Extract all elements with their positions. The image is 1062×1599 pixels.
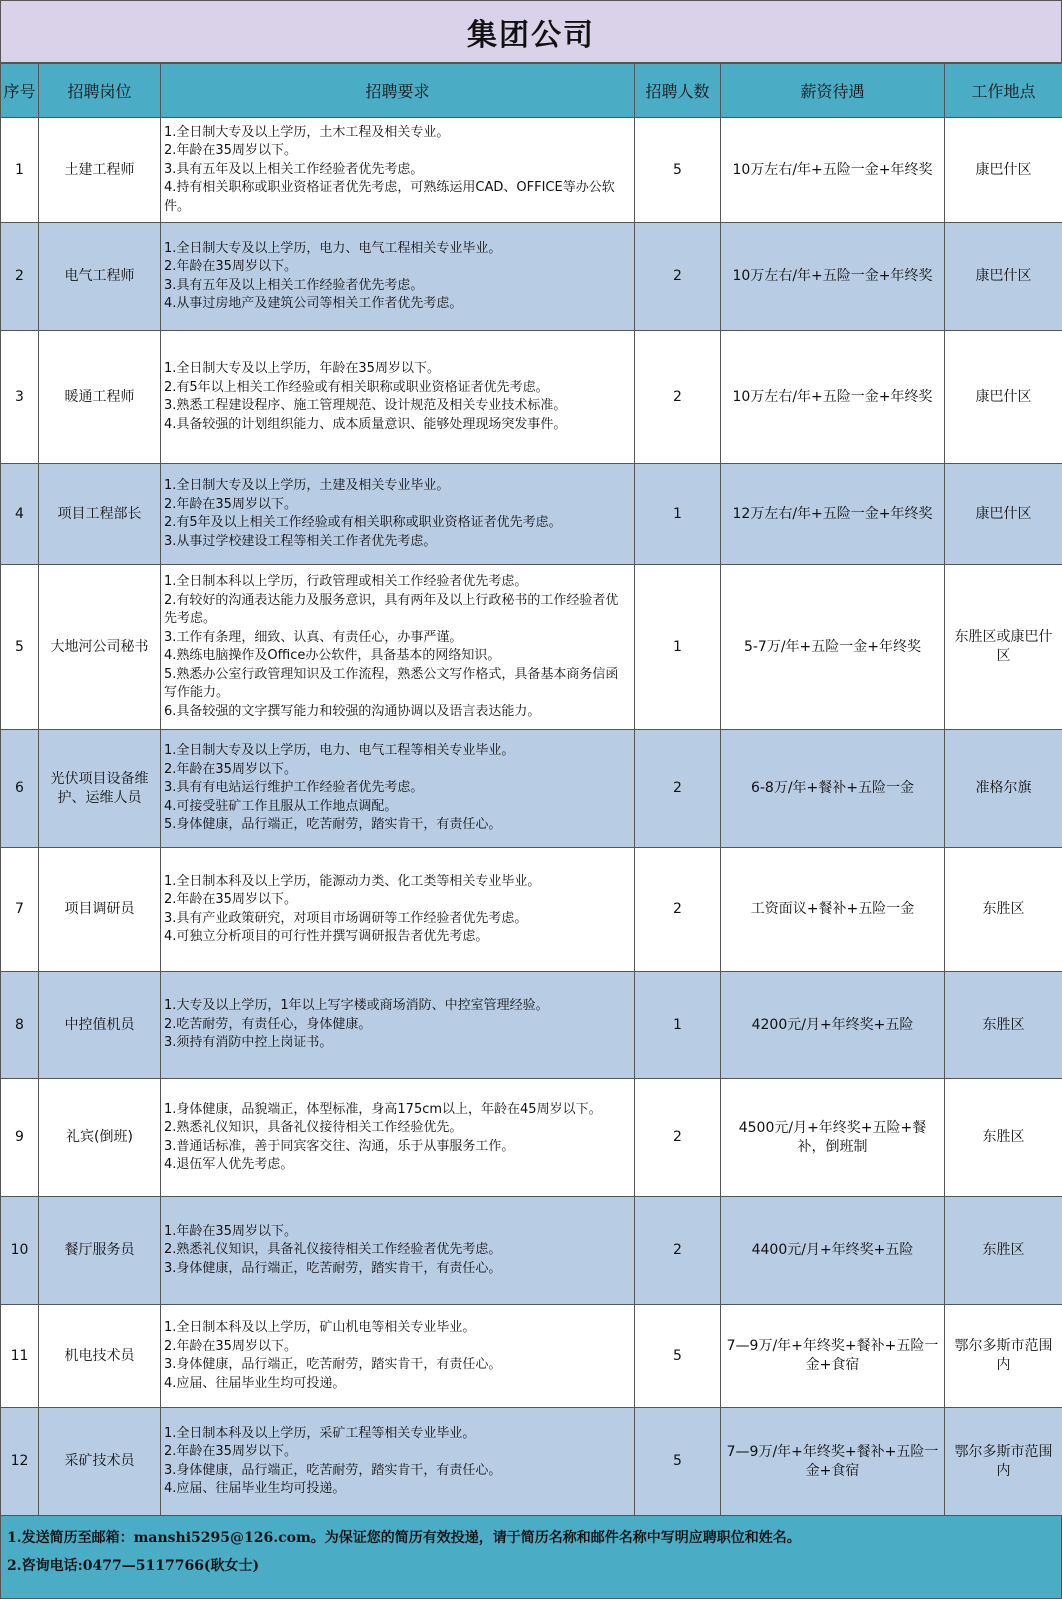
requirement-line: 3.身体健康，品行端正，吃苦耐劳，踏实肯干，有责任心。 <box>164 1260 631 1279</box>
requirement-line: 1.全日制大专及以上学历，电力、电气工程相关专业毕业。 <box>164 240 631 259</box>
requirement-line: 6.具备较强的文字撰写能力和较强的沟通协调以及语言表达能力。 <box>164 703 631 722</box>
requirement-line: 1.全日制本科及以上学历，采矿工程等相关专业毕业。 <box>164 1425 631 1444</box>
cell-position: 电气工程师 <box>39 223 161 331</box>
cell-position: 光伏项目设备维护、运维人员 <box>39 730 161 848</box>
table-row <box>1 972 1062 1079</box>
cell-requirements <box>161 464 635 565</box>
header-no: 序号 <box>1 64 39 118</box>
requirement-line: 3.具有有电站运行维护工作经验者优先考虑。 <box>164 779 631 798</box>
cell-no: 2 <box>1 223 39 331</box>
cell-no: 3 <box>1 331 39 464</box>
cell-salary: 10万左右/年+五险一金+年终奖 <box>721 118 945 223</box>
requirement-line: 2.年龄在35周岁以下。 <box>164 496 631 515</box>
footer-line-phone: 2.咨询电话:0477—5117766(耿女士) <box>7 1552 1055 1580</box>
cell-no: 8 <box>1 972 39 1079</box>
requirement-line: 1.全日制大专及以上学历，土木工程及相关专业。 <box>164 124 631 143</box>
table-row <box>1 464 1062 565</box>
cell-count: 1 <box>635 464 721 565</box>
cell-salary: 10万左右/年+五险一金+年终奖 <box>721 331 945 464</box>
requirement-line: 3.身体健康，品行端正，吃苦耐劳，踏实肯干，有责任心。 <box>164 1462 631 1481</box>
cell-location: 东胜区 <box>945 848 1062 972</box>
requirement-line: 3.熟悉工程建设程序、施工管理规范、设计规范及相关专业技术标准。 <box>164 397 631 416</box>
cell-count: 2 <box>635 1079 721 1197</box>
cell-location: 康巴什区 <box>945 223 1062 331</box>
requirement-line: 2.熟悉礼仪知识，具备礼仪接待相关工作经验优先。 <box>164 1119 631 1138</box>
requirement-line: 1.身体健康，品貌端正，体型标准，身高175cm以上，年龄在45周岁以下。 <box>164 1101 631 1120</box>
table-body <box>1 118 1062 1516</box>
cell-requirements <box>161 118 635 223</box>
requirement-line: 3.具有五年及以上相关工作经验者优先考虑。 <box>164 277 631 296</box>
header-position: 招聘岗位 <box>39 64 161 118</box>
requirement-line: 1.全日制大专及以上学历，年龄在35周岁以下。 <box>164 360 631 379</box>
requirement-line: 2.熟悉礼仪知识，具备礼仪接待相关工作经验者优先考虑。 <box>164 1241 631 1260</box>
cell-position: 项目工程部长 <box>39 464 161 565</box>
cell-location: 东胜区 <box>945 1197 1062 1305</box>
requirement-line: 2.年龄在35周岁以下。 <box>164 761 631 780</box>
cell-position: 中控值机员 <box>39 972 161 1079</box>
cell-position: 餐厅服务员 <box>39 1197 161 1305</box>
cell-position: 机电技术员 <box>39 1305 161 1408</box>
cell-salary: 4200元/月+年终奖+五险 <box>721 972 945 1079</box>
cell-count: 2 <box>635 730 721 848</box>
cell-requirements <box>161 1079 635 1197</box>
cell-salary: 工资面议+餐补+五险一金 <box>721 848 945 972</box>
requirement-line: 2.有5年及以上相关工作经验或有相关职称或职业资格证者优先考虑。 <box>164 514 631 533</box>
cell-count: 5 <box>635 1408 721 1516</box>
table-row <box>1 565 1062 730</box>
requirement-line: 2.年龄在35周岁以下。 <box>164 891 631 910</box>
table-row <box>1 1079 1062 1197</box>
table-row <box>1 1305 1062 1408</box>
cell-no: 10 <box>1 1197 39 1305</box>
requirement-line: 3.须持有消防中控上岗证书。 <box>164 1034 631 1053</box>
cell-salary: 4400元/月+年终奖+五险 <box>721 1197 945 1305</box>
requirement-line: 3.身体健康，品行端正，吃苦耐劳，踏实肯干，有责任心。 <box>164 1356 631 1375</box>
cell-no: 9 <box>1 1079 39 1197</box>
requirement-line: 5.熟悉办公室行政管理知识及工作流程，熟悉公文写作格式，具备基本商务信函写作能力。 <box>164 666 631 703</box>
cell-location: 鄂尔多斯市范围内 <box>945 1408 1062 1516</box>
cell-no: 12 <box>1 1408 39 1516</box>
requirement-line: 2.年龄在35周岁以下。 <box>164 142 631 161</box>
table-row <box>1 1197 1062 1305</box>
cell-salary: 7—9万/年+年终奖+餐补+五险一金+食宿 <box>721 1305 945 1408</box>
requirement-line: 3.工作有条理，细致、认真、有责任心，办事严谨。 <box>164 629 631 648</box>
cell-no: 11 <box>1 1305 39 1408</box>
cell-requirements <box>161 1197 635 1305</box>
requirement-line: 2.年龄在35周岁以下。 <box>164 1443 631 1462</box>
page-title: 集团公司 <box>0 0 1062 63</box>
requirement-line: 1.大专及以上学历，1年以上写字楼或商场消防、中控室管理经验。 <box>164 997 631 1016</box>
cell-count: 1 <box>635 972 721 1079</box>
cell-location: 准格尔旗 <box>945 730 1062 848</box>
cell-count: 2 <box>635 331 721 464</box>
requirement-line: 4.具备较强的计划组织能力、成本质量意识、能够处理现场突发事件。 <box>164 416 631 435</box>
requirement-line: 4.可接受驻矿工作且服从工作地点调配。 <box>164 798 631 817</box>
cell-requirements <box>161 565 635 730</box>
cell-count: 2 <box>635 1197 721 1305</box>
cell-position: 采矿技术员 <box>39 1408 161 1516</box>
requirement-line: 2.吃苦耐劳，有责任心，身体健康。 <box>164 1016 631 1035</box>
cell-count: 5 <box>635 1305 721 1408</box>
requirement-line: 4.可独立分析项目的可行性并撰写调研报告者优先考虑。 <box>164 928 631 947</box>
cell-salary: 12万左右/年+五险一金+年终奖 <box>721 464 945 565</box>
requirement-line: 1.年龄在35周岁以下。 <box>164 1223 631 1242</box>
cell-no: 7 <box>1 848 39 972</box>
requirement-line: 5.身体健康，品行端正，吃苦耐劳，踏实肯干，有责任心。 <box>164 816 631 835</box>
cell-position: 暖通工程师 <box>39 331 161 464</box>
cell-salary: 10万左右/年+五险一金+年终奖 <box>721 223 945 331</box>
cell-requirements <box>161 1408 635 1516</box>
table-header-row <box>1 64 1062 118</box>
cell-salary: 5-7万/年+五险一金+年终奖 <box>721 565 945 730</box>
cell-requirements <box>161 331 635 464</box>
cell-position: 土建工程师 <box>39 118 161 223</box>
cell-no: 5 <box>1 565 39 730</box>
cell-salary: 7—9万/年+年终奖+餐补+五险一金+食宿 <box>721 1408 945 1516</box>
header-salary: 薪资待遇 <box>721 64 945 118</box>
requirement-line: 3.具有五年及以上相关工作经验者优先考虑。 <box>164 161 631 180</box>
cell-location: 东胜区 <box>945 1079 1062 1197</box>
table-row <box>1 331 1062 464</box>
header-location: 工作地点 <box>945 64 1062 118</box>
requirement-line: 2.年龄在35周岁以下。 <box>164 258 631 277</box>
cell-salary: 4500元/月+年终奖+五险+餐补，倒班制 <box>721 1079 945 1197</box>
cell-requirements <box>161 223 635 331</box>
cell-count: 1 <box>635 565 721 730</box>
cell-count: 2 <box>635 223 721 331</box>
requirement-line: 3.具有产业政策研究，对项目市场调研等工作经验者优先考虑。 <box>164 910 631 929</box>
table-row <box>1 730 1062 848</box>
cell-position: 礼宾(倒班) <box>39 1079 161 1197</box>
header-requirements: 招聘要求 <box>161 64 635 118</box>
cell-location: 康巴什区 <box>945 331 1062 464</box>
table-row <box>1 223 1062 331</box>
requirement-line: 4.退伍军人优先考虑。 <box>164 1156 631 1175</box>
requirement-line: 3.从事过学校建设工程等相关工作者优先考虑。 <box>164 533 631 552</box>
requirement-line: 4.熟练电脑操作及Office办公软件，具备基本的网络知识。 <box>164 647 631 666</box>
footer-notes <box>0 1516 1062 1599</box>
requirement-line: 4.持有相关职称或职业资格证者优先考虑，可熟练运用CAD、OFFICE等办公软件。 <box>164 179 631 216</box>
cell-location: 东胜区或康巴什区 <box>945 565 1062 730</box>
requirement-line: 2.年龄在35周岁以下。 <box>164 1338 631 1357</box>
cell-location: 康巴什区 <box>945 118 1062 223</box>
table-row <box>1 1408 1062 1516</box>
cell-no: 4 <box>1 464 39 565</box>
footer-line-email: 1.发送简历至邮箱：manshi5295@126.com。为保证您的简历有效投递，请于简历名称和邮件名称中写明应聘职位和姓名。 <box>7 1524 1055 1552</box>
cell-salary: 6-8万/年+餐补+五险一金 <box>721 730 945 848</box>
recruitment-table <box>0 63 1062 1516</box>
cell-requirements <box>161 1305 635 1408</box>
requirement-line: 4.应届、往届毕业生均可投递。 <box>164 1375 631 1394</box>
cell-requirements <box>161 972 635 1079</box>
cell-position: 大地河公司秘书 <box>39 565 161 730</box>
requirement-line: 2.有5年以上相关工作经验或有相关职称或职业资格证者优先考虑。 <box>164 379 631 398</box>
cell-count: 2 <box>635 848 721 972</box>
cell-location: 东胜区 <box>945 972 1062 1079</box>
cell-location: 康巴什区 <box>945 464 1062 565</box>
requirement-line: 3.普通话标准，善于同宾客交往、沟通，乐于从事服务工作。 <box>164 1138 631 1157</box>
cell-requirements <box>161 730 635 848</box>
requirement-line: 4.应届、往届毕业生均可投递。 <box>164 1480 631 1499</box>
requirement-line: 1.全日制本科及以上学历，矿山机电等相关专业毕业。 <box>164 1319 631 1338</box>
requirement-line: 1.全日制本科及以上学历，能源动力类、化工类等相关专业毕业。 <box>164 873 631 892</box>
requirement-line: 1.全日制大专及以上学历，土建及相关专业毕业。 <box>164 477 631 496</box>
requirement-line: 1.全日制大专及以上学历，电力、电气工程等相关专业毕业。 <box>164 742 631 761</box>
requirement-line: 4.从事过房地产及建筑公司等相关工作者优先考虑。 <box>164 295 631 314</box>
cell-position: 项目调研员 <box>39 848 161 972</box>
cell-requirements <box>161 848 635 972</box>
requirement-line: 1.全日制本科以上学历，行政管理或相关工作经验者优先考虑。 <box>164 573 631 592</box>
header-count: 招聘人数 <box>635 64 721 118</box>
requirement-line: 2.有较好的沟通表达能力及服务意识，具有两年及以上行政秘书的工作经验者优先考虑。 <box>164 592 631 629</box>
cell-no: 1 <box>1 118 39 223</box>
cell-count: 5 <box>635 118 721 223</box>
cell-no: 6 <box>1 730 39 848</box>
table-row <box>1 118 1062 223</box>
table-row <box>1 848 1062 972</box>
cell-location: 鄂尔多斯市范围内 <box>945 1305 1062 1408</box>
